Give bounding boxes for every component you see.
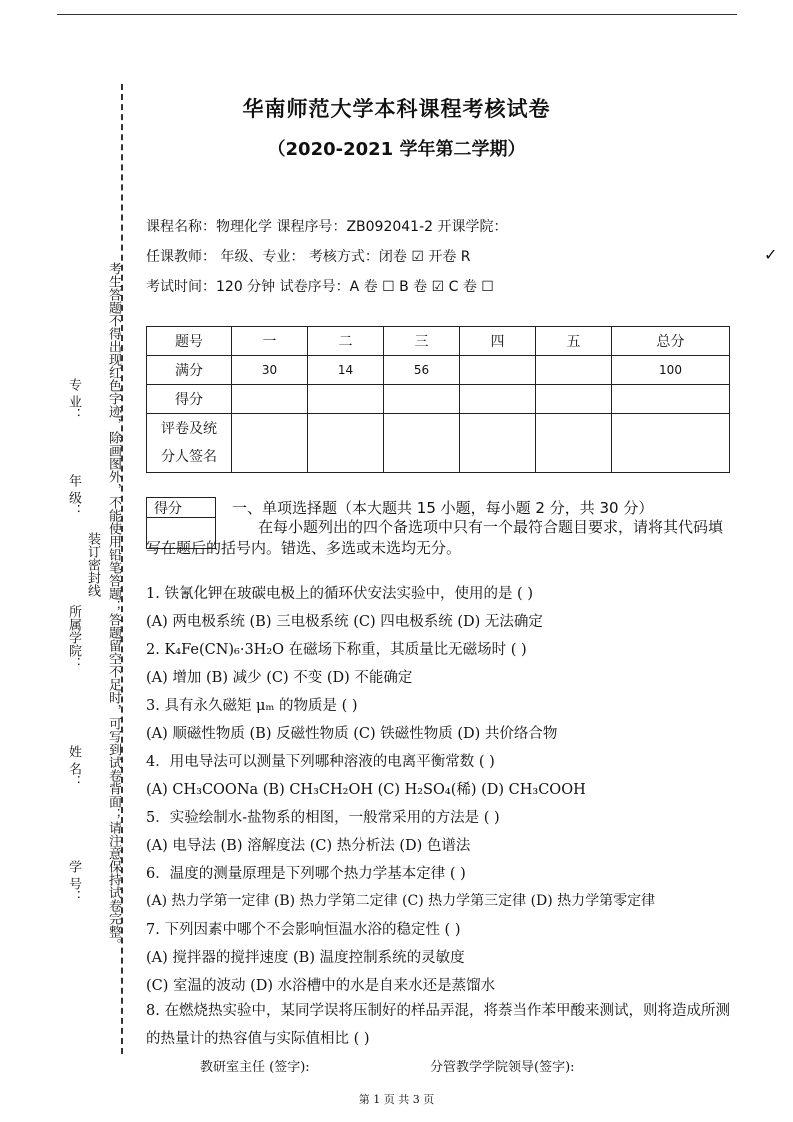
header-cell: 题号 [147, 327, 232, 356]
got-score-cell[interactable] [384, 385, 460, 414]
got-score-cell[interactable] [536, 385, 612, 414]
full-score-label: 满分 [147, 356, 232, 385]
question-3-options: (A) 顺磁性物质 (B) 反磁性物质 (C) 铁磁性物质 (D) 共价络合物 [146, 726, 558, 742]
got-score-label: 得分 [147, 385, 232, 414]
header-cell: 二 [308, 327, 384, 356]
question-7: 7. 下列因素中哪个不会影响恒温水浴的稳定性 ( ) [146, 922, 461, 938]
question-3: 3. 具有永久磁矩 μₘ 的物质是 ( ) [146, 698, 358, 714]
signature-dean: 分管教学学院领导(签字): [430, 1060, 575, 1075]
section-score-label: 得分 [154, 501, 182, 517]
grader-cell[interactable] [460, 414, 536, 473]
side-seal-line: 装订密封线 [85, 532, 100, 597]
grader-cell[interactable] [232, 414, 308, 473]
score-table [146, 326, 730, 473]
question-1: 1. 铁氰化钾在玻碳电极上的循环伏安法实验中，使用的是 ( ) [146, 586, 533, 602]
teacher-info-line: 任课教师： 年级、专业： 考核方式：闭卷 ☑ 开卷 R [146, 249, 471, 265]
question-7-options-2: (C) 室温的波动 (D) 水浴槽中的水是自来水还是蒸馏水 [146, 978, 496, 994]
section-heading: 一、单项选择题（本大题共 15 小题，每小题 2 分，共 30 分） [232, 499, 654, 517]
header-cell: 三 [384, 327, 460, 356]
full-score-cell [460, 356, 536, 385]
grader-cell[interactable] [536, 414, 612, 473]
question-5: 5．实验绘制水-盐物系的相图，一般常采用的方法是 ( ) [146, 810, 500, 826]
page-footer: 第 1 页 共 3 页 [358, 1093, 435, 1106]
course-info-line: 课程名称：物理化学 课程序号：ZB092041-2 开课学院： [146, 219, 508, 235]
side-name-label: 姓 名： [66, 745, 81, 789]
header-cell: 一 [232, 327, 308, 356]
header-cell: 总分 [612, 327, 730, 356]
full-score-cell: 56 [384, 356, 460, 385]
question-1-options: (A) 两电极系统 (B) 三电极系统 (C) 四电极系统 (D) 无法确定 [146, 614, 543, 630]
page-title: 华南师范大学本科课程考核试卷 [242, 97, 551, 121]
section-description: 在每小题列出的四个备选项中只有一个最符合题目要求，请将其代码填写在题后的括号内。错选、多选或未选均无分。 [146, 518, 724, 557]
full-score-cell [536, 356, 612, 385]
full-score-cell: 14 [308, 356, 384, 385]
header-cell: 五 [536, 327, 612, 356]
question-7-options-1: (A) 搅拌器的搅拌速度 (B) 温度控制系统的灵敏度 [146, 950, 465, 966]
header-cell: 四 [460, 327, 536, 356]
side-grade-label: 年 级： [66, 474, 81, 518]
full-score-cell: 30 [232, 356, 308, 385]
got-score-cell[interactable] [232, 385, 308, 414]
grader-cell[interactable] [612, 414, 730, 473]
side-major-label: 专 业： [66, 378, 81, 422]
check-icon: ✓ [764, 245, 778, 264]
top-rule [57, 14, 737, 15]
question-5-options: (A) 电导法 (B) 溶解度法 (C) 热分析法 (D) 色谱法 [146, 838, 471, 854]
question-4: 4．用电导法可以测量下列哪种溶液的电离平衡常数 ( ) [146, 754, 495, 770]
question-6-options: (A) 热力学第一定律 (B) 热力学第二定律 (C) 热力学第三定律 (D) 热力学第零定律 [146, 893, 656, 909]
side-id-label: 学 号： [66, 860, 81, 904]
question-4-options: (A) CH₃COONa (B) CH₃CH₂OH (C) H₂SO₄(稀) (D) CH₃COOH [146, 782, 586, 798]
binding-dash-line [121, 84, 123, 1054]
full-score-row [147, 356, 730, 385]
exam-info-line: 考试时间：120 分钟 试卷序号：A 卷 ☐ B 卷 ☑ C 卷 ☐ [146, 279, 494, 295]
side-notice: 考生答题不得出现红色字迹，除画图外，不能使用铅笔答题；答题留空不足时，可写到试卷背面；请注意保持试卷完整。 [106, 262, 121, 951]
grader-row [147, 414, 730, 473]
got-score-cell[interactable] [612, 385, 730, 414]
got-score-row [147, 385, 730, 414]
got-score-cell[interactable] [308, 385, 384, 414]
score-header-row [147, 327, 730, 356]
got-score-cell[interactable] [460, 385, 536, 414]
grader-label [147, 414, 232, 473]
question-6: 6．温度的测量原理是下列哪个热力学基本定律 ( ) [146, 866, 466, 882]
grader-label-line2: 分人签名 [161, 449, 217, 465]
question-2: 2. K₄Fe(CN)₆·3H₂O 在磁场下称重，其质量比无磁场时 ( ) [146, 642, 527, 658]
question-2-options: (A) 增加 (B) 减少 (C) 不变 (D) 不能确定 [146, 670, 413, 686]
question-8: 8. 在燃烧热实验中，某同学误将压制好的样品弄混，将萘当作苯甲酸来测试，则将造成所测的热量计的热容值与实际值相比 ( ) [146, 1003, 730, 1047]
grader-cell[interactable] [308, 414, 384, 473]
signature-director: 教研室主任 (签字): [200, 1060, 310, 1075]
page-subtitle: （2020-2021 学年第二学期） [267, 139, 526, 160]
side-college-label: 所属学院： [66, 605, 81, 670]
grader-label-line1: 评卷及统 [161, 421, 217, 437]
full-score-cell: 100 [612, 356, 730, 385]
grader-cell[interactable] [384, 414, 460, 473]
